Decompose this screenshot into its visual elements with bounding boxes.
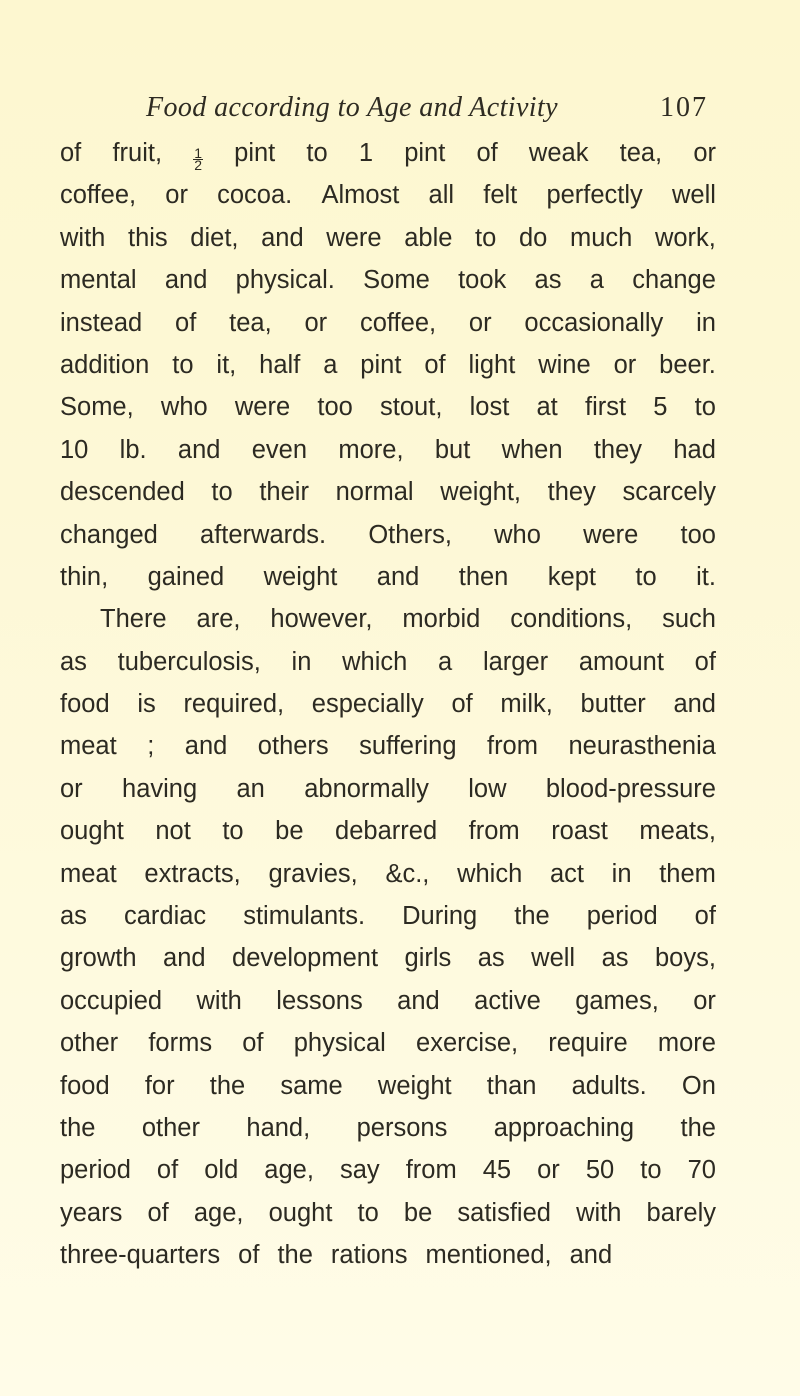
word: it, <box>216 350 237 379</box>
word: meats, <box>639 817 716 846</box>
word: of <box>424 350 446 379</box>
word: tea, <box>619 139 663 167</box>
fraction-denominator: 2 <box>194 157 202 173</box>
word: On <box>681 1071 716 1100</box>
word: of <box>694 647 716 676</box>
word: kept <box>547 562 596 591</box>
word: to <box>357 1198 379 1227</box>
word: perfectly <box>546 181 643 210</box>
word: gained <box>147 562 225 591</box>
word: all <box>428 181 455 210</box>
word: pint <box>404 139 446 167</box>
word: as <box>60 902 87 931</box>
text-line <box>60 980 716 1022</box>
word: During <box>402 902 478 931</box>
word: 10 <box>60 435 89 464</box>
word: be <box>403 1198 433 1227</box>
word: conditions, <box>510 605 633 634</box>
text-line <box>60 1107 716 1149</box>
word: and <box>177 435 221 464</box>
word: other <box>141 1113 200 1142</box>
word: when <box>501 435 563 464</box>
word: games, <box>575 986 659 1015</box>
word: felt <box>483 181 518 210</box>
word: rations <box>330 1241 408 1270</box>
word: light <box>468 350 516 379</box>
word: of <box>694 902 716 931</box>
word: fruit, <box>112 139 163 167</box>
word: Others, <box>368 520 452 549</box>
word: instead <box>60 308 143 337</box>
word: diet, <box>190 223 239 252</box>
word: Some <box>363 266 430 295</box>
word: is <box>137 690 156 719</box>
word: meat <box>60 732 117 761</box>
word: boys, <box>654 944 716 973</box>
word: development <box>232 944 379 973</box>
word: work, <box>654 223 716 252</box>
word: mental <box>60 266 137 295</box>
running-head <box>128 92 708 132</box>
word: period <box>586 902 658 931</box>
word: tuberculosis, <box>117 647 261 676</box>
word: roast <box>551 817 608 846</box>
word: to <box>211 478 233 507</box>
word: however, <box>270 605 373 634</box>
word: pint <box>234 139 276 167</box>
word: them <box>659 859 716 888</box>
word: and <box>569 1241 613 1270</box>
word: to <box>222 817 244 846</box>
word: they <box>593 435 643 464</box>
word: were <box>234 393 291 422</box>
word: had <box>673 435 716 464</box>
word: exercise, <box>416 1029 519 1058</box>
word: took <box>458 266 507 295</box>
word: or <box>537 1156 560 1185</box>
word: in <box>611 859 632 888</box>
word: extracts, <box>144 859 241 888</box>
word: 1 <box>358 139 374 167</box>
word: suffering <box>359 732 457 761</box>
word: this <box>127 223 168 252</box>
word: pint <box>360 350 402 379</box>
word: occasionally <box>524 308 664 337</box>
text-line <box>60 259 716 301</box>
word: lessons <box>276 986 363 1015</box>
word: the <box>680 1113 716 1142</box>
word: coffee, <box>360 308 437 337</box>
word: low <box>468 774 507 803</box>
text-line <box>60 937 716 979</box>
word: addition <box>60 350 150 379</box>
word: wine <box>538 350 591 379</box>
word: gravies, <box>268 859 358 888</box>
text-line <box>60 217 716 259</box>
word: active <box>474 986 541 1015</box>
word: physical. <box>235 266 335 295</box>
word: a <box>323 350 338 379</box>
word: who <box>494 520 541 549</box>
word: cocoa. <box>217 181 293 210</box>
word: of <box>238 1241 260 1270</box>
word: half <box>259 350 301 379</box>
word: same <box>280 1071 343 1100</box>
word: act <box>549 859 584 888</box>
word: morbid <box>402 605 481 634</box>
word: afterwards. <box>200 520 327 549</box>
word: tea, <box>229 308 272 337</box>
text-line <box>60 556 716 598</box>
word: are, <box>196 605 241 634</box>
word: as <box>477 944 505 973</box>
word: period <box>60 1156 131 1185</box>
word: coffee, <box>60 181 137 210</box>
word: first <box>584 393 627 422</box>
word: or <box>165 181 188 210</box>
text-line <box>60 768 716 810</box>
word: age, <box>264 1156 314 1185</box>
word: but <box>434 435 471 464</box>
word: and <box>164 266 208 295</box>
word: the <box>209 1071 246 1100</box>
word: and <box>673 690 716 719</box>
word: lost <box>469 393 510 422</box>
word: to <box>306 139 328 167</box>
word: girls <box>404 944 452 973</box>
text-line <box>60 514 716 556</box>
word: as <box>601 944 629 973</box>
text-line <box>60 471 716 513</box>
word: in <box>696 308 716 337</box>
word: beer. <box>659 350 716 379</box>
word: and <box>376 562 420 591</box>
word: weight, <box>440 478 521 507</box>
word: old <box>204 1156 239 1185</box>
word: 50 <box>585 1156 615 1185</box>
text-line <box>60 344 716 386</box>
word: age, <box>193 1198 244 1227</box>
word: larger <box>482 647 549 676</box>
text-line <box>60 1192 716 1234</box>
word: to <box>694 393 716 422</box>
text-line <box>60 174 716 216</box>
word: others <box>257 732 329 761</box>
word: of <box>147 1198 169 1227</box>
word: debarred <box>335 817 438 846</box>
word: growth <box>60 944 137 973</box>
word: it. <box>696 562 716 591</box>
word: as <box>60 647 87 676</box>
word: 70 <box>687 1156 716 1185</box>
word: food <box>60 1071 110 1100</box>
text-line <box>60 683 716 725</box>
word: three-quarters <box>60 1241 221 1270</box>
word: persons <box>356 1113 448 1142</box>
word: approaching <box>493 1113 635 1142</box>
text-line <box>60 810 716 852</box>
word: or <box>693 139 716 167</box>
text-line <box>60 1234 716 1276</box>
text-line <box>60 725 716 767</box>
word: a <box>438 647 453 676</box>
word: the <box>60 1113 96 1142</box>
word: 5 <box>653 393 668 422</box>
word: or <box>468 308 492 337</box>
text-line <box>60 429 716 471</box>
word: more <box>657 1029 716 1058</box>
word: meat <box>60 859 117 888</box>
word: be <box>275 817 304 846</box>
word: cardiac <box>123 902 207 931</box>
text-line <box>60 132 716 174</box>
word: were <box>583 520 639 549</box>
word: stimulants. <box>243 902 366 931</box>
word: blood-pressure <box>545 774 716 803</box>
word: to <box>640 1156 662 1185</box>
word: normal <box>335 478 414 507</box>
word: weak <box>528 139 589 167</box>
word: of <box>175 308 197 337</box>
word: from <box>486 732 538 761</box>
word: changed <box>60 520 158 549</box>
text-line <box>60 1149 716 1191</box>
word: of <box>60 139 82 167</box>
word: their <box>259 478 309 507</box>
word: change <box>632 266 716 295</box>
word: at <box>536 393 558 422</box>
word: especially <box>311 690 424 719</box>
word: satisfied <box>457 1198 551 1227</box>
word: ought <box>268 1198 333 1227</box>
body-text <box>60 132 716 1277</box>
word: not <box>155 817 191 846</box>
word: barely <box>646 1198 716 1227</box>
word: weight <box>377 1071 452 1100</box>
word: too <box>680 520 716 549</box>
word: of <box>156 1156 179 1185</box>
word: 45 <box>482 1156 512 1185</box>
word: ought <box>60 817 124 846</box>
word: an <box>236 774 265 803</box>
word: were <box>326 223 382 252</box>
word: neurasthenia <box>568 732 716 761</box>
word: from <box>468 817 520 846</box>
word: the <box>514 902 550 931</box>
word: lb. <box>119 435 147 464</box>
word: with <box>576 1198 622 1227</box>
word: abnormally <box>304 774 429 803</box>
word: who <box>160 393 208 422</box>
running-title: Food according to Age and Activity <box>146 92 558 123</box>
word: required, <box>183 690 285 719</box>
word: physical <box>293 1029 386 1058</box>
word: years <box>60 1198 123 1227</box>
word: weight <box>263 562 338 591</box>
word: scarcely <box>622 478 716 507</box>
word: from <box>405 1156 457 1185</box>
word: than <box>486 1071 537 1100</box>
word: of <box>476 139 498 167</box>
word: descended <box>60 478 185 507</box>
word: even <box>251 435 308 464</box>
text-line <box>60 1065 716 1107</box>
word: hand, <box>246 1113 311 1142</box>
text-line <box>60 386 716 428</box>
word: or <box>613 350 637 379</box>
word: well <box>531 944 576 973</box>
word: mentioned, <box>425 1241 552 1270</box>
word: then <box>458 562 509 591</box>
word: other <box>60 1029 119 1058</box>
text-line <box>60 853 716 895</box>
word: stout, <box>380 393 443 422</box>
word: which <box>342 647 408 676</box>
word: say <box>339 1156 380 1185</box>
word: to <box>172 350 194 379</box>
word: amount <box>578 647 664 676</box>
fraction <box>193 145 203 173</box>
word: which <box>457 859 523 888</box>
word: forms <box>148 1029 213 1058</box>
word: with <box>196 986 242 1015</box>
text-line <box>60 895 716 937</box>
word: butter <box>580 690 646 719</box>
word: more, <box>338 435 404 464</box>
word: Some, <box>60 393 134 422</box>
word: having <box>122 774 198 803</box>
word: and <box>397 986 440 1015</box>
word: much <box>569 223 633 252</box>
text-line <box>60 1022 716 1064</box>
word: with <box>60 223 106 252</box>
word: to <box>475 223 497 252</box>
word: able <box>404 223 453 252</box>
word: do <box>518 223 548 252</box>
word: thin, <box>60 562 109 591</box>
word: or <box>60 774 83 803</box>
page-number: 107 <box>660 92 708 123</box>
word: of <box>451 690 473 719</box>
word: of <box>242 1029 264 1058</box>
word: &c., <box>385 859 430 888</box>
word: Almost <box>321 181 400 210</box>
word: and <box>261 223 304 252</box>
word: too <box>317 393 353 422</box>
word: food <box>60 690 110 719</box>
word: for <box>144 1071 175 1100</box>
word: or <box>693 986 716 1015</box>
word: a <box>589 266 604 295</box>
word: milk, <box>500 690 553 719</box>
word: they <box>547 478 596 507</box>
word: as <box>534 266 562 295</box>
word: the <box>277 1241 313 1270</box>
fraction-numerator: 1 <box>194 145 202 161</box>
word: to <box>635 562 657 591</box>
word: or <box>304 308 328 337</box>
text-line <box>60 598 716 640</box>
word: and <box>163 944 206 973</box>
word: well <box>671 181 716 210</box>
text-line <box>60 641 716 683</box>
word: adults. <box>571 1071 647 1100</box>
word: occupied <box>60 986 163 1015</box>
word: There <box>100 605 167 634</box>
word: require <box>548 1029 628 1058</box>
word: and <box>184 732 228 761</box>
word: such <box>662 605 716 634</box>
text-line <box>60 302 716 344</box>
word: in <box>291 647 312 676</box>
word: ; <box>147 732 155 761</box>
